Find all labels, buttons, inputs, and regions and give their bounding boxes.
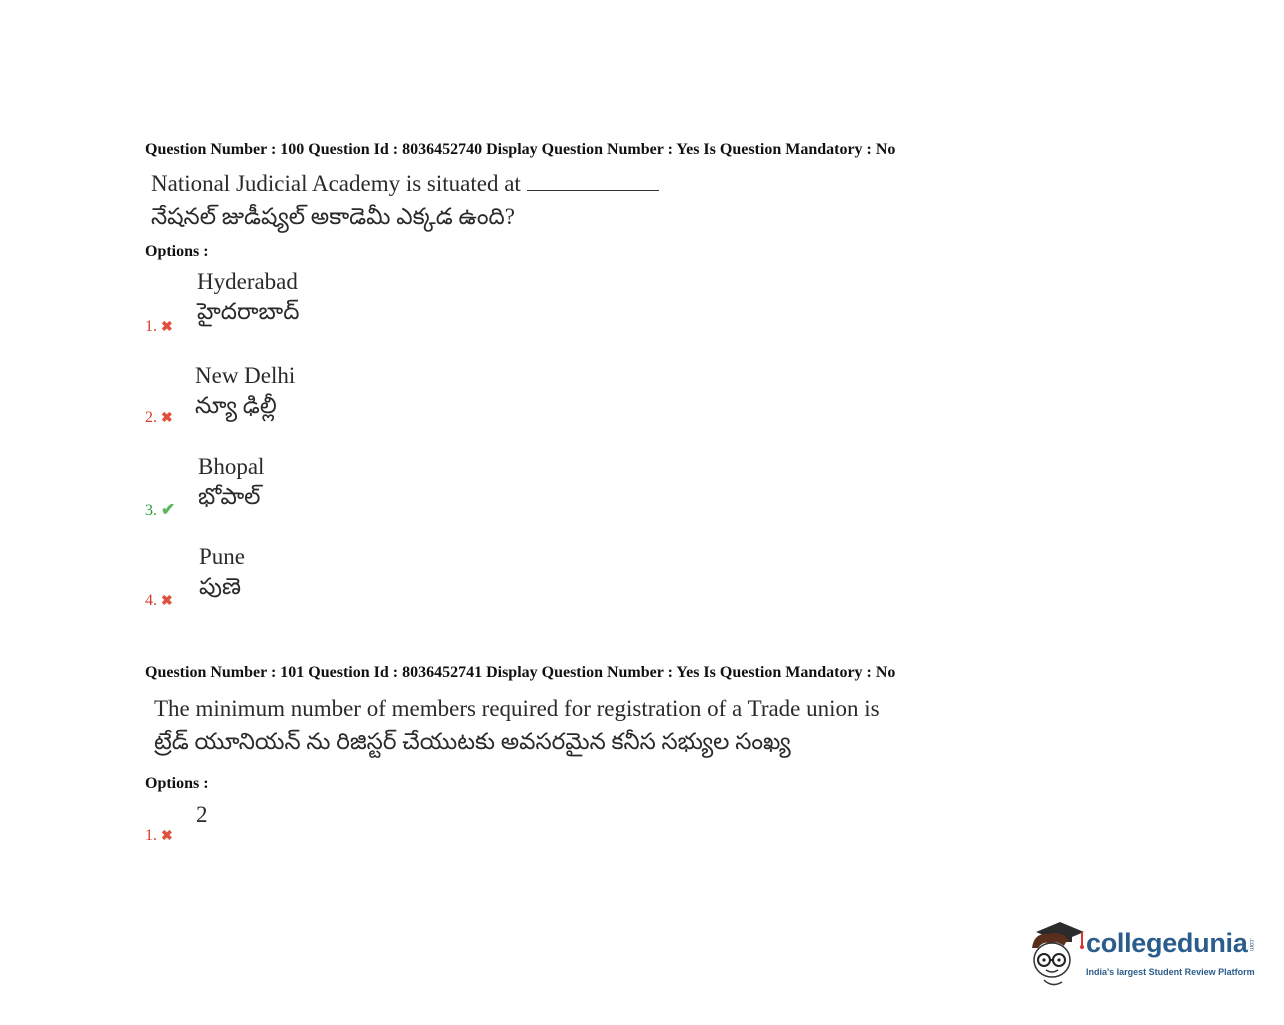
option-text [197, 267, 299, 327]
option-text-english: 2 [196, 802, 208, 827]
question-text [154, 692, 880, 758]
option-text-english: Pune [199, 544, 245, 569]
option-text-telugu: భోపాల్ [198, 484, 261, 509]
options-label: Options : [145, 243, 209, 260]
option-number-label: 4. [145, 592, 157, 609]
question-text-english: The minimum number of members required for registration of a Trade union is [154, 696, 880, 721]
option-text [196, 800, 208, 830]
logo-tagline: India's largest Student Review Platform [1086, 967, 1255, 977]
option-text-english: New Delhi [195, 363, 296, 388]
mascot-icon [1026, 918, 1086, 988]
logo-com: .com [1248, 938, 1254, 952]
option-text [195, 361, 295, 421]
option-number [145, 500, 175, 520]
option-text-english: Bhopal [198, 454, 265, 479]
option-text-telugu: పుణె [199, 574, 241, 599]
question-header: Question Number : 101 Question Id : 8036452741 Display Question Number : Yes Is Question Mandatory : No [145, 664, 896, 681]
option-number-label: 1. [145, 827, 157, 844]
option-number [145, 409, 173, 427]
answer-blank [527, 172, 659, 191]
cross-icon: ✖ [161, 411, 173, 426]
option-number [145, 827, 173, 845]
option-number-label: 1. [145, 318, 157, 335]
question-header: Question Number : 100 Question Id : 8036452740 Display Question Number : Yes Is Question Mandatory : No [145, 141, 896, 158]
option-number [145, 318, 173, 336]
collegedunia-logo [1026, 918, 1266, 990]
options-label: Options : [145, 775, 209, 792]
cross-icon: ✖ [161, 320, 173, 335]
option-number [145, 592, 173, 610]
option-text-telugu: హైదరాబాద్ [197, 299, 300, 324]
option-text-telugu: న్యూ ఢిల్లీ [195, 393, 277, 418]
option-text [198, 452, 264, 512]
question-text [151, 167, 659, 233]
question-text-telugu: ట్రేడ్ యూనియన్ ను రిజిస్టర్ చేయుటకు అవసరమైన కనీస సభ్యుల సంఖ్య [154, 729, 791, 754]
cross-icon: ✖ [161, 594, 173, 609]
checkmark-icon: ✔ [161, 500, 176, 519]
logo-wordmark: collegedunia [1086, 928, 1248, 958]
option-number-label: 3. [145, 502, 157, 519]
option-text [199, 542, 245, 602]
question-text-telugu: నేషనల్ జుడీష్యల్ అకాడెమీ ఎక్కడ ఉంది? [151, 204, 515, 229]
question-text-english: National Judicial Academy is situated at [151, 167, 659, 200]
option-number-label: 2. [145, 409, 157, 426]
option-text-english: Hyderabad [197, 269, 298, 294]
cross-icon: ✖ [161, 829, 173, 844]
